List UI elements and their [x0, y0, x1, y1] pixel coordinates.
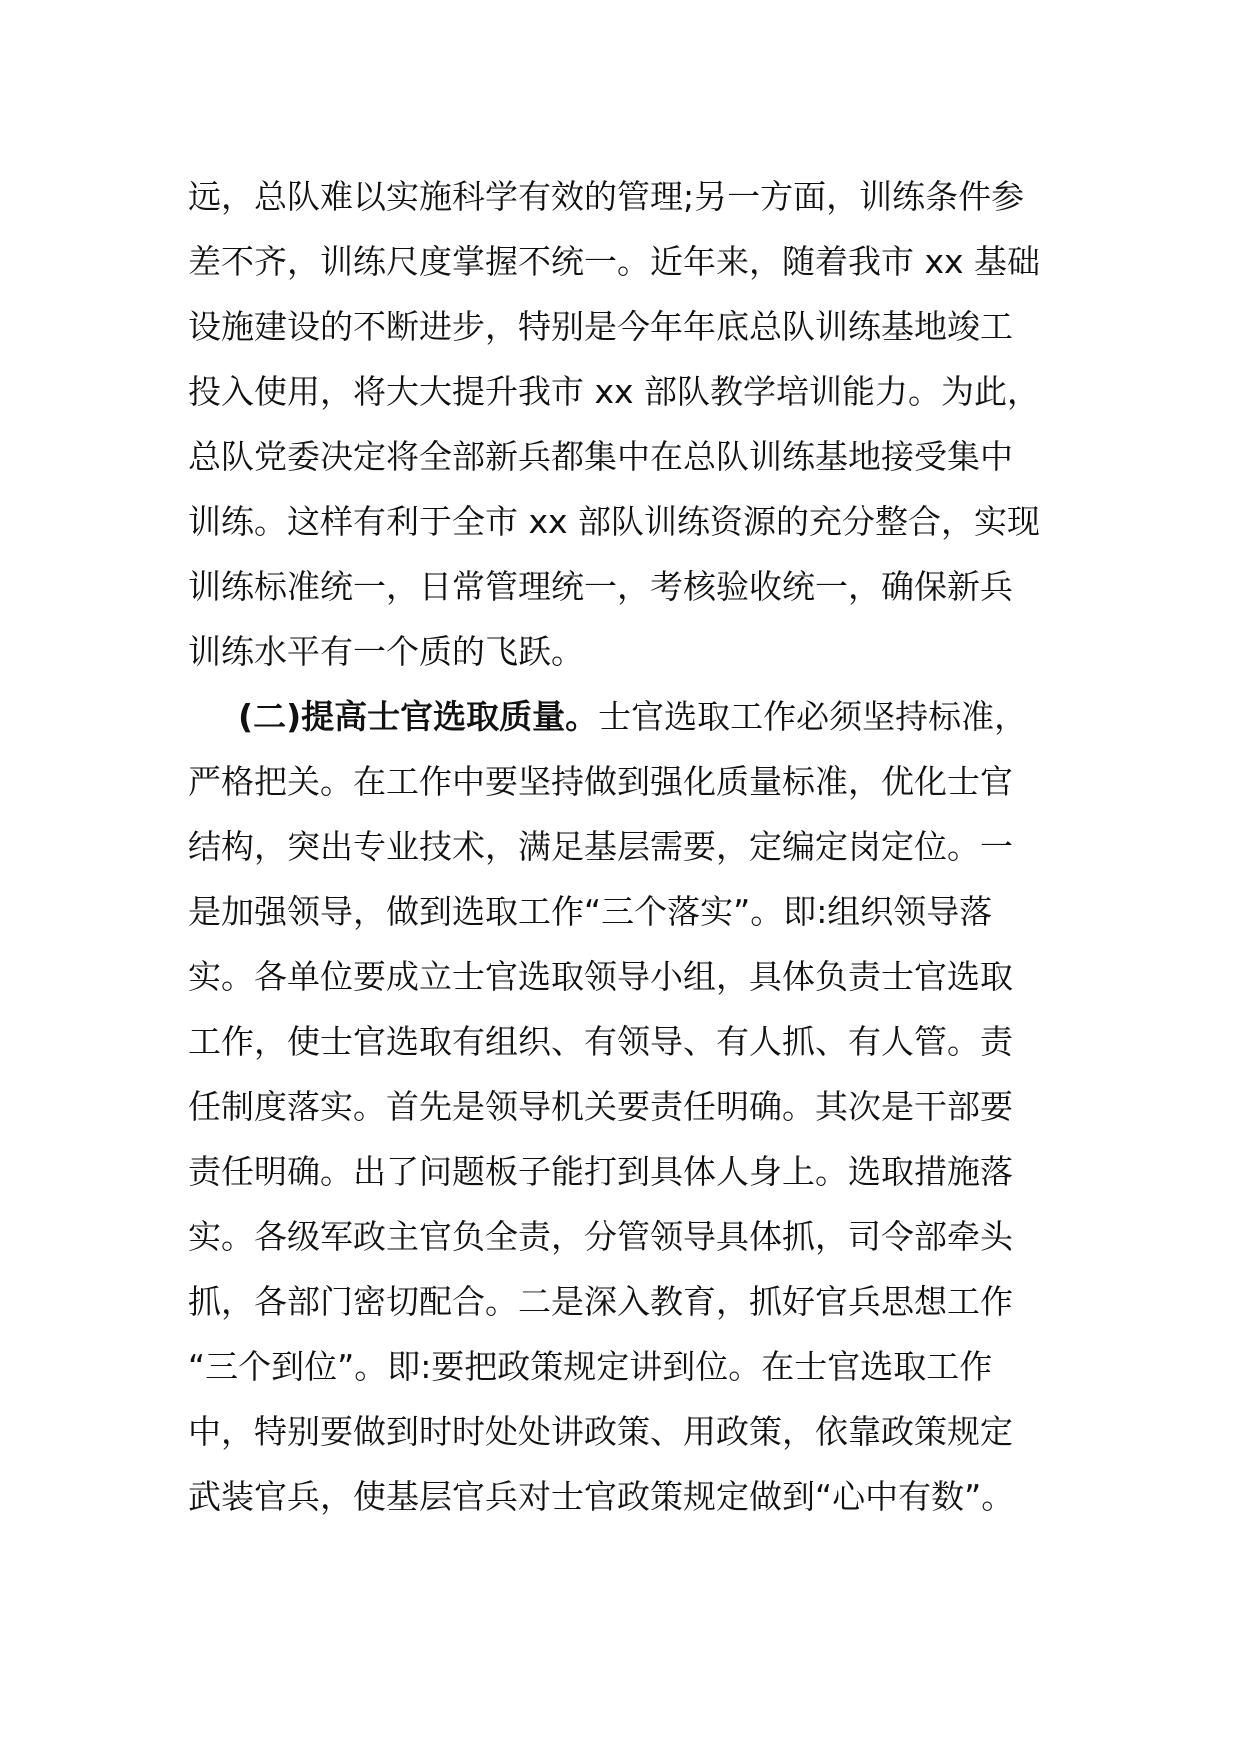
text-line: 严格把关。在工作中要坚持做到强化质量标准，优化士官	[188, 762, 1013, 801]
section-first-sentence: 士官选取工作必须坚持标准，	[598, 697, 1028, 736]
text-line: 责任明确。出了问题板子能打到具体人身上。选取措施落	[188, 1152, 1013, 1191]
text-line: 中，特别要做到时时处处讲政策、用政策，依靠政策规定	[188, 1412, 1013, 1451]
text-line: 总队党委决定将全部新兵都集中在总队训练基地接受集中	[188, 437, 1013, 476]
text-line: 武装官兵，使基层官兵对士官政策规定做到“心中有数”。	[188, 1477, 1015, 1516]
text-line: “三个到位”。即:要把政策规定讲到位。在士官选取工作	[188, 1347, 993, 1386]
text-line: 结构，突出专业技术，满足基层需要，定编定岗定位。一	[188, 827, 1013, 866]
text-line: 实。各单位要成立士官选取领导小组，具体负责士官选取	[188, 957, 1013, 996]
text-line: 投入使用，将大大提升我市 xx 部队教学培训能力。为此，	[188, 372, 1041, 411]
text-line: 工作，使士官选取有组织、有领导、有人抓、有人管。责	[188, 1022, 1013, 1061]
section-heading: (二)提高士官选取质量。	[238, 697, 599, 736]
text-line: 训练。这样有利于全市 xx 部队训练资源的充分整合，实现	[188, 502, 1041, 541]
text-line: 训练水平有一个质的飞跃。	[188, 632, 584, 671]
text-line: 抓，各部门密切配合。二是深入教育，抓好官兵思想工作	[188, 1282, 1013, 1321]
text-line: 实。各级军政主官负全责，分管领导具体抓，司令部牵头	[188, 1217, 1013, 1256]
section-heading-line	[188, 684, 1068, 749]
text-line: 差不齐，训练尺度掌握不统一。近年来，随着我市 xx 基础	[188, 242, 1041, 281]
text-line: 是加强领导，做到选取工作“三个落实”。即:组织领导落	[188, 892, 993, 931]
text-line: 任制度落实。首先是领导机关要责任明确。其次是干部要	[188, 1087, 1013, 1126]
text-line: 设施建设的不断进步，特别是今年年底总队训练基地竣工	[188, 307, 1013, 346]
text-line: 训练标准统一，日常管理统一，考核验收统一，确保新兵	[188, 567, 1013, 606]
text-line: 远，总队难以实施科学有效的管理;另一方面，训练条件参	[188, 177, 1025, 216]
body-text	[188, 164, 1068, 1529]
